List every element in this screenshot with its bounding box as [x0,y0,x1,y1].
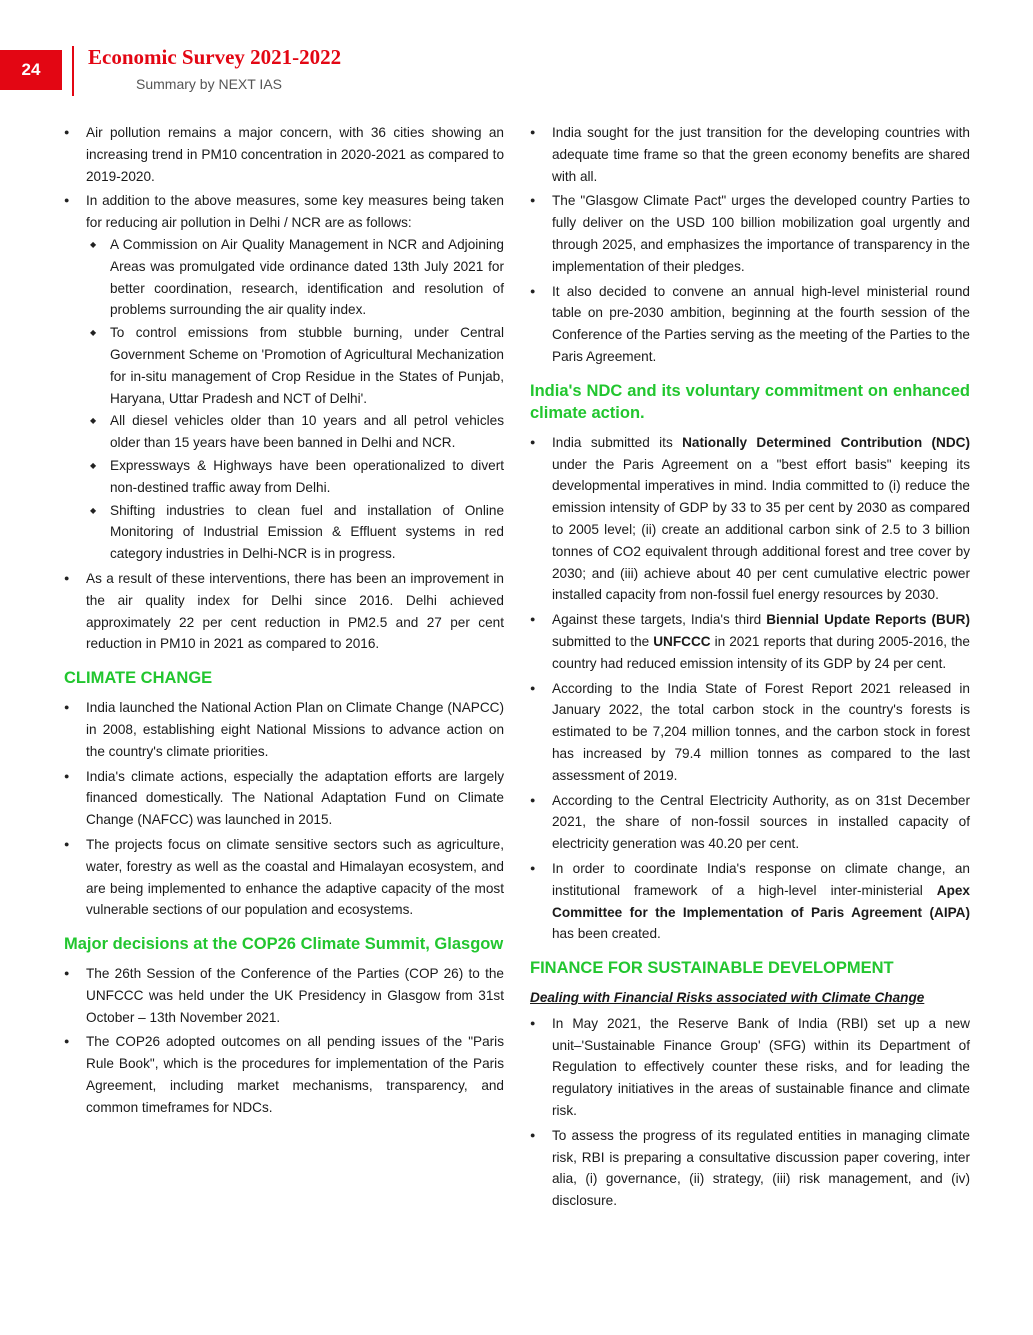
bold-term: Apex Committee for the Implementation of Paris Agreement (AIPA) [552,882,970,920]
climate-change-heading: CLIMATE CHANGE [64,669,213,688]
ndc-list [530,432,970,945]
bold-term: Nationally Determined Contribution (NDC) [682,434,970,450]
page-number-badge: 24 [0,50,62,90]
list-item: ● India sought for the just transition for the developing countries with adequate time frame so that the green economy benefits are shared with all. [530,122,970,187]
finance-heading: FINANCE FOR SUSTAINABLE DEVELOPMENT [530,959,894,978]
air-pollution-list [64,122,504,655]
cop26-list [64,963,504,1119]
cop26-heading: Major decisions at the COP26 Climate Summit, Glasgow [64,935,504,954]
text-run: under the Paris Agreement on a "best effort basis" keeping its developmental imperatives in mind. India committed to (i) reduce the emission intensity of GDP by 33 to 35 per cent by 2030 as compared to 2005 level; (ii) create an additional carbon sink of 2.5 to 3 billion tonnes of CO2 equivalent through additional forest and tree cover by 2030; and (iii) achieve about 40 per cent cumulative electric power installed capacity from non-fossil fuel energy resources by 2030. [552,456,970,603]
list-item: ● Air pollution remains a major concern, with 36 cities showing an increasing trend in PM10 concentration in 2020-2021 as compared to 2019-2020. [64,122,504,187]
list-item: ● India launched the National Action Plan on Climate Change (NAPCC) in 2008, establishing eight National Missions to advance action on the country's climate priorities. [64,697,504,762]
ndc-heading: India's NDC and its voluntary commitment on enhanced climate action. [530,381,970,422]
sub-list-item: ◆ All diesel vehicles older than 10 years and all petrol vehicles older than 15 years have been banned in Delhi and NCR. [86,410,504,454]
list-item: ● The "Glasgow Climate Pact" urges the developed country Parties to fully deliver on the USD 100 billion mobilization goal urgently and through 2025, and emphasizes the importance of transparency in the implementation of their pledges. [530,190,970,277]
list-item: ● The projects focus on climate sensitive sectors such as agriculture, water, forestry as well as the coastal and Himalayan ecosystem, and are being implemented to enhance the adaptive capacity of the most vulnerable sections of our population and ecosystems. [64,834,504,921]
text-run: Against these targets, India's third [552,612,767,628]
sub-list-item: ◆ A Commission on Air Quality Management in NCR and Adjoining Areas was promulgated vide ordinance dated 13th July 2021 for better coordination, research, identification and resolution of problems surrounding the air quality index. [86,234,504,321]
header-divider [72,46,74,96]
finance-list [530,1013,970,1212]
list-item: ● In May 2021, the Reserve Bank of India (RBI) set up a new unit–'Sustainable Finance Group' (SFG) within its Department of Regulation to effectively counter these risks, and for leading the regulatory initiatives in the areas of sustainable finance and climate risk. [530,1013,970,1122]
list-item [530,609,970,674]
document-subtitle: Summary by NEXT IAS [136,76,283,92]
list-item [530,432,970,606]
text-run: in 2021 reports that during 2005-2016, the country had reduced emission intensity of its GDP by 24 per cent. [552,633,970,671]
bold-term: Biennial Update Reports (BUR) [766,612,970,628]
sub-list-item: ◆ Shifting industries to clean fuel and installation of Online Monitoring of Industrial Emission & Effluent systems in red category industries in Delhi-NCR is in progress. [86,500,504,565]
list-item-text: In addition to the above measures, some key measures being taken for reducing air pollution in Delhi / NCR are as follows: [86,193,504,231]
cop26-continued-list [530,122,970,368]
list-item: ● The COP26 adopted outcomes on all pending issues of the "Paris Rule Book", which is the procedures for implementation of the Paris Agreement, including market mechanisms, transparency, and common timeframes for NDCs. [64,1031,504,1118]
delhi-measures-list [86,234,504,565]
list-item: ● The 26th Session of the Conference of the Parties (COP 26) to the UNFCCC was held under the UK Presidency in Glasgow from 31st October – 13th November 2021. [64,963,504,1028]
document-title: Economic Survey 2021-2022 [88,45,342,69]
text-run: India submitted its [552,434,683,450]
list-item [530,858,970,945]
list-item: ● It also decided to convene an annual high-level ministerial round table on pre-2030 ambition, beginning at the fourth session of the Conference of the Parties serving as the meeting of the Parties to the Paris Agreement. [530,281,970,368]
list-item: ● According to the Central Electricity Authority, as on 31st December 2021, the share of non-fossil sources in installed capacity of electricity generation was 40.20 per cent. [530,790,970,855]
text-run: submitted to the [552,633,654,649]
bold-term: UNFCCC [653,633,711,649]
list-item: ● As a result of these interventions, there has been an improvement in the air quality index for Delhi since 2016. Delhi achieved approximately 22 per cent reduction in PM2.5 and 27 per cent reduction in PM10 in 2021 as compared to 2016. [64,568,504,655]
text-run: In order to coordinate India's response on climate change, an institutional framework of a high-level inter-ministerial [552,860,970,898]
right-column [530,122,970,1215]
sub-list-item: ◆ Expressways & Highways have been operationalized to divert non-destined traffic away from Delhi. [86,455,504,499]
list-item: ● To assess the progress of its regulated entities in managing climate risk, RBI is preparing a consultative discussion paper covering, inter alia, (i) governance, (ii) strategy, (iii) risk management, and (iv) disclosure. [530,1125,970,1212]
climate-change-list [64,697,504,921]
finance-subheading: Dealing with Financial Risks associated with Climate Change [530,990,925,1006]
text-run: has been created. [552,926,661,942]
list-item [64,190,504,565]
left-column [64,122,504,1122]
sub-list-item: ◆ To control emissions from stubble burning, under Central Government Scheme on 'Promotion of Agricultural Mechanization for in-situ management of Crop Residue in the States of Punjab, Haryana, Uttar Pradesh and NCT of Delhi'. [86,322,504,409]
list-item: ● India's climate actions, especially the adaptation efforts are largely financed domestically. The National Adaptation Fund on Climate Change (NAFCC) was launched in 2015. [64,766,504,831]
list-item: ● According to the India State of Forest Report 2021 released in January 2022, the total carbon stock in the country's forests is estimated to be 7,204 million tonnes, and the carbon stock in forest has increased by 79.4 million tonnes as compared to the last assessment of 2019. [530,678,970,787]
